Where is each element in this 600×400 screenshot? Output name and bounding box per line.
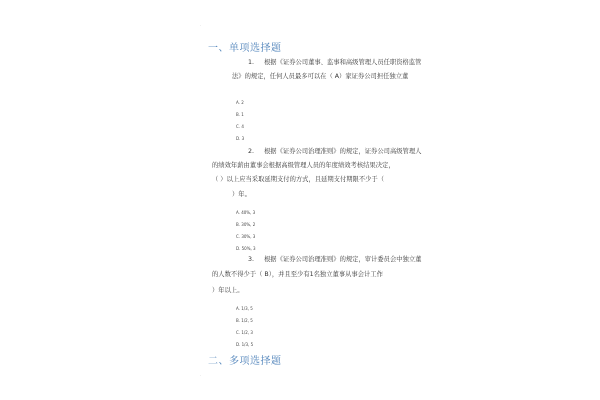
question-text-line: （ ）以上应当采取延期支付的方式，且延期支付期限不少于（	[212, 176, 385, 183]
question-text-line: 的人数不得少于（ B），并且至少有1名独立董事从事会计工作	[212, 271, 383, 278]
question-text-line: ）年以上。	[212, 287, 244, 294]
answer-option: D. 3	[236, 136, 245, 141]
question-text-line: 法》的规定，任何人员最多可以在（ A）家证券公司担任独立董	[232, 73, 409, 80]
answer-option: B. 1/2, 5	[236, 318, 253, 323]
answer-option: D. 50%, 3	[236, 246, 256, 251]
question-number: 2.	[248, 148, 255, 155]
question-number: 3.	[248, 256, 255, 263]
question-number: 1.	[248, 59, 255, 66]
question-text-line: 根据《证券公司治理准则》的规定，审计委员会中独立董	[264, 256, 422, 263]
page-corner-mark: .	[200, 372, 202, 377]
answer-option: C. 1/2, 3	[236, 330, 253, 335]
question-text-line: 根据《证券公司治理准则》的规定，证券公司高级管理人	[264, 148, 422, 155]
answer-option: A. 40%, 3	[236, 210, 256, 215]
answer-option: B. 30%, 2	[236, 222, 256, 227]
section-title-multiple-choice: 二、多项选择题	[208, 356, 282, 367]
answer-option: B. 1	[236, 112, 244, 117]
answer-option: D. 1/3, 5	[236, 342, 254, 347]
answer-option: A. 1/3, 5	[236, 306, 253, 311]
answer-option: C. 30%, 3	[236, 234, 256, 239]
question-text-line: 根据《证券公司董事、监事和高级管理人员任职资格监管	[264, 59, 422, 66]
section-title-single-choice: 一、单项选择题	[208, 43, 282, 54]
question-text-line: 的绩效年薪由董事会根据高级管理人员的年度绩效考核结果决定，	[212, 162, 395, 169]
answer-option: C. 4	[236, 124, 244, 129]
page-corner-mark: .	[200, 22, 202, 27]
question-text-line: ）年。	[232, 191, 251, 198]
answer-option: A. 2	[236, 100, 244, 105]
